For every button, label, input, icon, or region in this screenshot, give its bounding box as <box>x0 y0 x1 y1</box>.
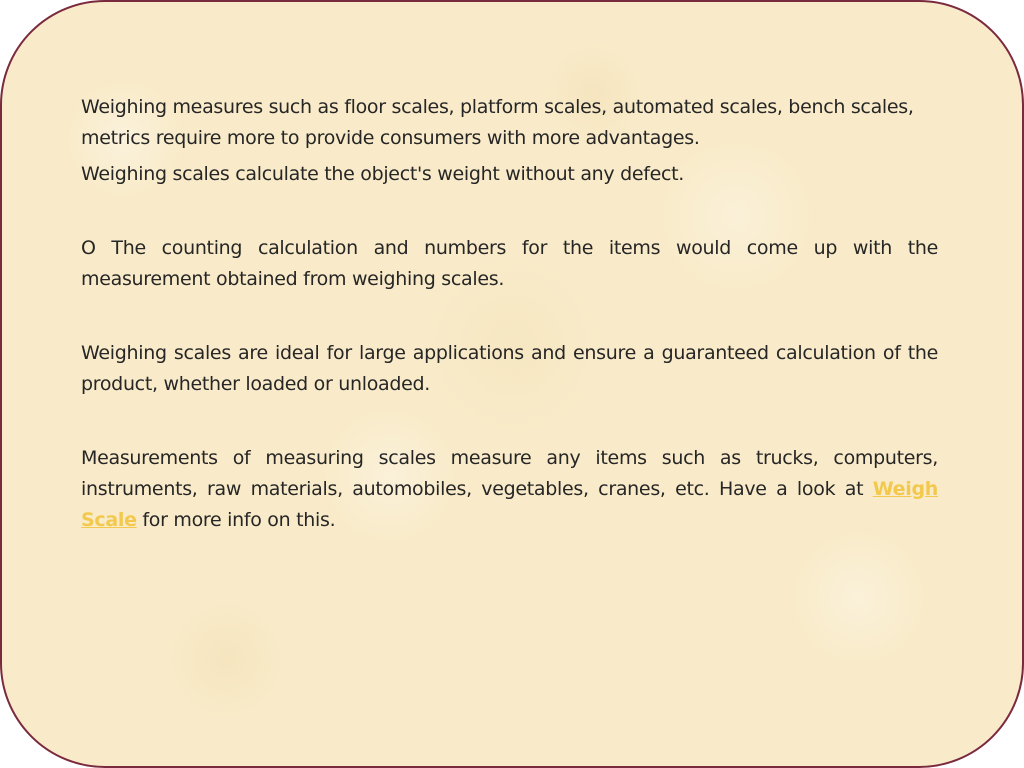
paragraph-measurements <box>81 443 938 536</box>
paragraph-weighing-measures: Weighing measures such as floor scales, platform scales, automated scales, bench scales, metrics require more to provide consumers with more advantages. <box>81 96 914 149</box>
paragraph-weighing-scales-calculate: Weighing scales calculate the object's weight without any defect. <box>81 163 685 185</box>
paragraph-ideal-applications: Weighing scales are ideal for large applications and ensure a guaranteed calculation of the product, whether loaded or unloaded. <box>81 342 938 395</box>
measurements-text: Measurements of measuring scales measure any items such as trucks, computers, instruments, raw materials, automobiles, vegetables, cranes, etc. Have a look at <box>81 447 938 500</box>
weigh-scale-link[interactable]: Weigh Scale <box>81 478 938 531</box>
paragraph-counting-calculation: O The counting calculation and numbers for the items would come up with the measurement obtained from weighing scales. <box>81 237 938 290</box>
slide-body <box>81 92 938 536</box>
more-info-text: for more info on this. <box>136 509 336 531</box>
